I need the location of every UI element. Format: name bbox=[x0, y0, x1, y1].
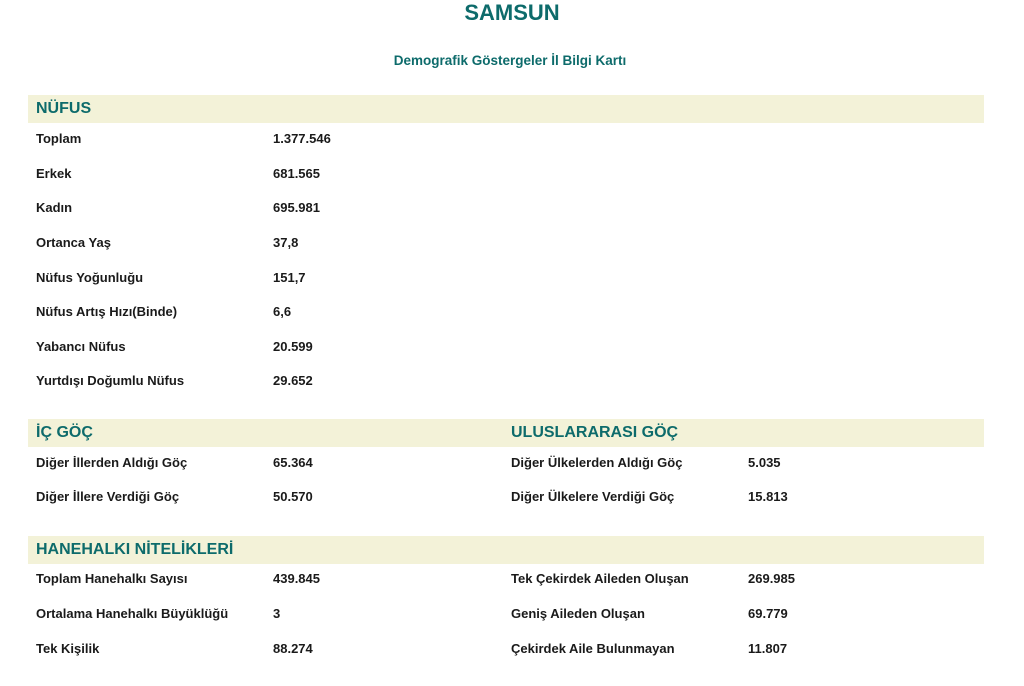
hanehalki-label-ortalama: Ortalama Hanehalkı Büyüklüğü bbox=[36, 606, 229, 621]
page-title: SAMSUN bbox=[464, 0, 560, 25]
ic-goc-label-verdigi: Diğer İllere Verdiği Göç bbox=[36, 489, 180, 504]
hanehalki-value-genis: 69.779 bbox=[748, 606, 788, 621]
ic-goc-value-aldigi: 65.364 bbox=[273, 455, 313, 470]
nufus-value-toplam: 1.377.546 bbox=[273, 131, 331, 146]
nufus-value-erkek: 681.565 bbox=[273, 166, 320, 181]
nufus-label-artis-hizi: Nüfus Artış Hızı(Binde) bbox=[36, 304, 178, 319]
nufus-value-kadin: 695.981 bbox=[273, 200, 320, 215]
nufus-label-ortanca-yas: Ortanca Yaş bbox=[36, 235, 111, 250]
hanehalki-label-cekirdek-yok: Çekirdek Aile Bulunmayan bbox=[511, 641, 675, 656]
hanehalki-label-toplam: Toplam Hanehalkı Sayısı bbox=[36, 571, 188, 586]
uluslararasi-goc-heading: ULUSLARARASI GÖÇ bbox=[511, 424, 679, 441]
nufus-value-artis-hizi: 6,6 bbox=[273, 304, 292, 319]
nufus-heading: NÜFUS bbox=[36, 100, 92, 117]
nufus-header-band bbox=[28, 95, 984, 123]
nufus-label-yogunluk: Nüfus Yoğunluğu bbox=[36, 270, 144, 285]
goc-header-band bbox=[28, 419, 984, 447]
hanehalki-value-ortalama: 3 bbox=[273, 606, 281, 621]
hanehalki-value-toplam: 439.845 bbox=[273, 571, 320, 586]
hanehalki-value-cekirdek-yok: 11.807 bbox=[748, 641, 788, 656]
uluslararasi-value-verdigi: 15.813 bbox=[748, 489, 788, 504]
uluslararasi-value-aldigi: 5.035 bbox=[748, 455, 781, 470]
nufus-value-yurtdisi: 29.652 bbox=[273, 373, 313, 388]
nufus-label-toplam: Toplam bbox=[36, 131, 82, 146]
hanehalki-heading: HANEHALKI NİTELİKLERİ bbox=[36, 541, 234, 558]
hanehalki-value-tek-cekirdek: 269.985 bbox=[748, 571, 795, 586]
page-subtitle: Demografik Göstergeler İl Bilgi Kartı bbox=[393, 53, 627, 68]
nufus-value-yogunluk: 151,7 bbox=[273, 270, 306, 285]
nufus-value-yabanci: 20.599 bbox=[273, 339, 313, 354]
nufus-label-erkek: Erkek bbox=[36, 166, 72, 181]
ic-goc-value-verdigi: 50.570 bbox=[273, 489, 313, 504]
nufus-value-ortanca-yas: 37,8 bbox=[273, 235, 299, 250]
hanehalki-label-tek-kisilik: Tek Kişilik bbox=[36, 641, 100, 656]
ic-goc-label-aldigi: Diğer İllerden Aldığı Göç bbox=[36, 455, 188, 470]
uluslararasi-label-aldigi: Diğer Ülkelerden Aldığı Göç bbox=[511, 455, 683, 470]
uluslararasi-label-verdigi: Diğer Ülkelere Verdiği Göç bbox=[511, 489, 675, 504]
nufus-label-yabanci: Yabancı Nüfus bbox=[36, 339, 126, 354]
nufus-label-kadin: Kadın bbox=[36, 200, 73, 215]
hanehalki-label-genis: Geniş Aileden Oluşan bbox=[511, 606, 645, 621]
hanehalki-value-tek-kisilik: 88.274 bbox=[273, 641, 313, 656]
nufus-label-yurtdisi: Yurtdışı Doğumlu Nüfus bbox=[36, 373, 185, 388]
hanehalki-label-tek-cekirdek: Tek Çekirdek Aileden Oluşan bbox=[511, 571, 689, 586]
ic-goc-heading: İÇ GÖÇ bbox=[36, 424, 93, 441]
